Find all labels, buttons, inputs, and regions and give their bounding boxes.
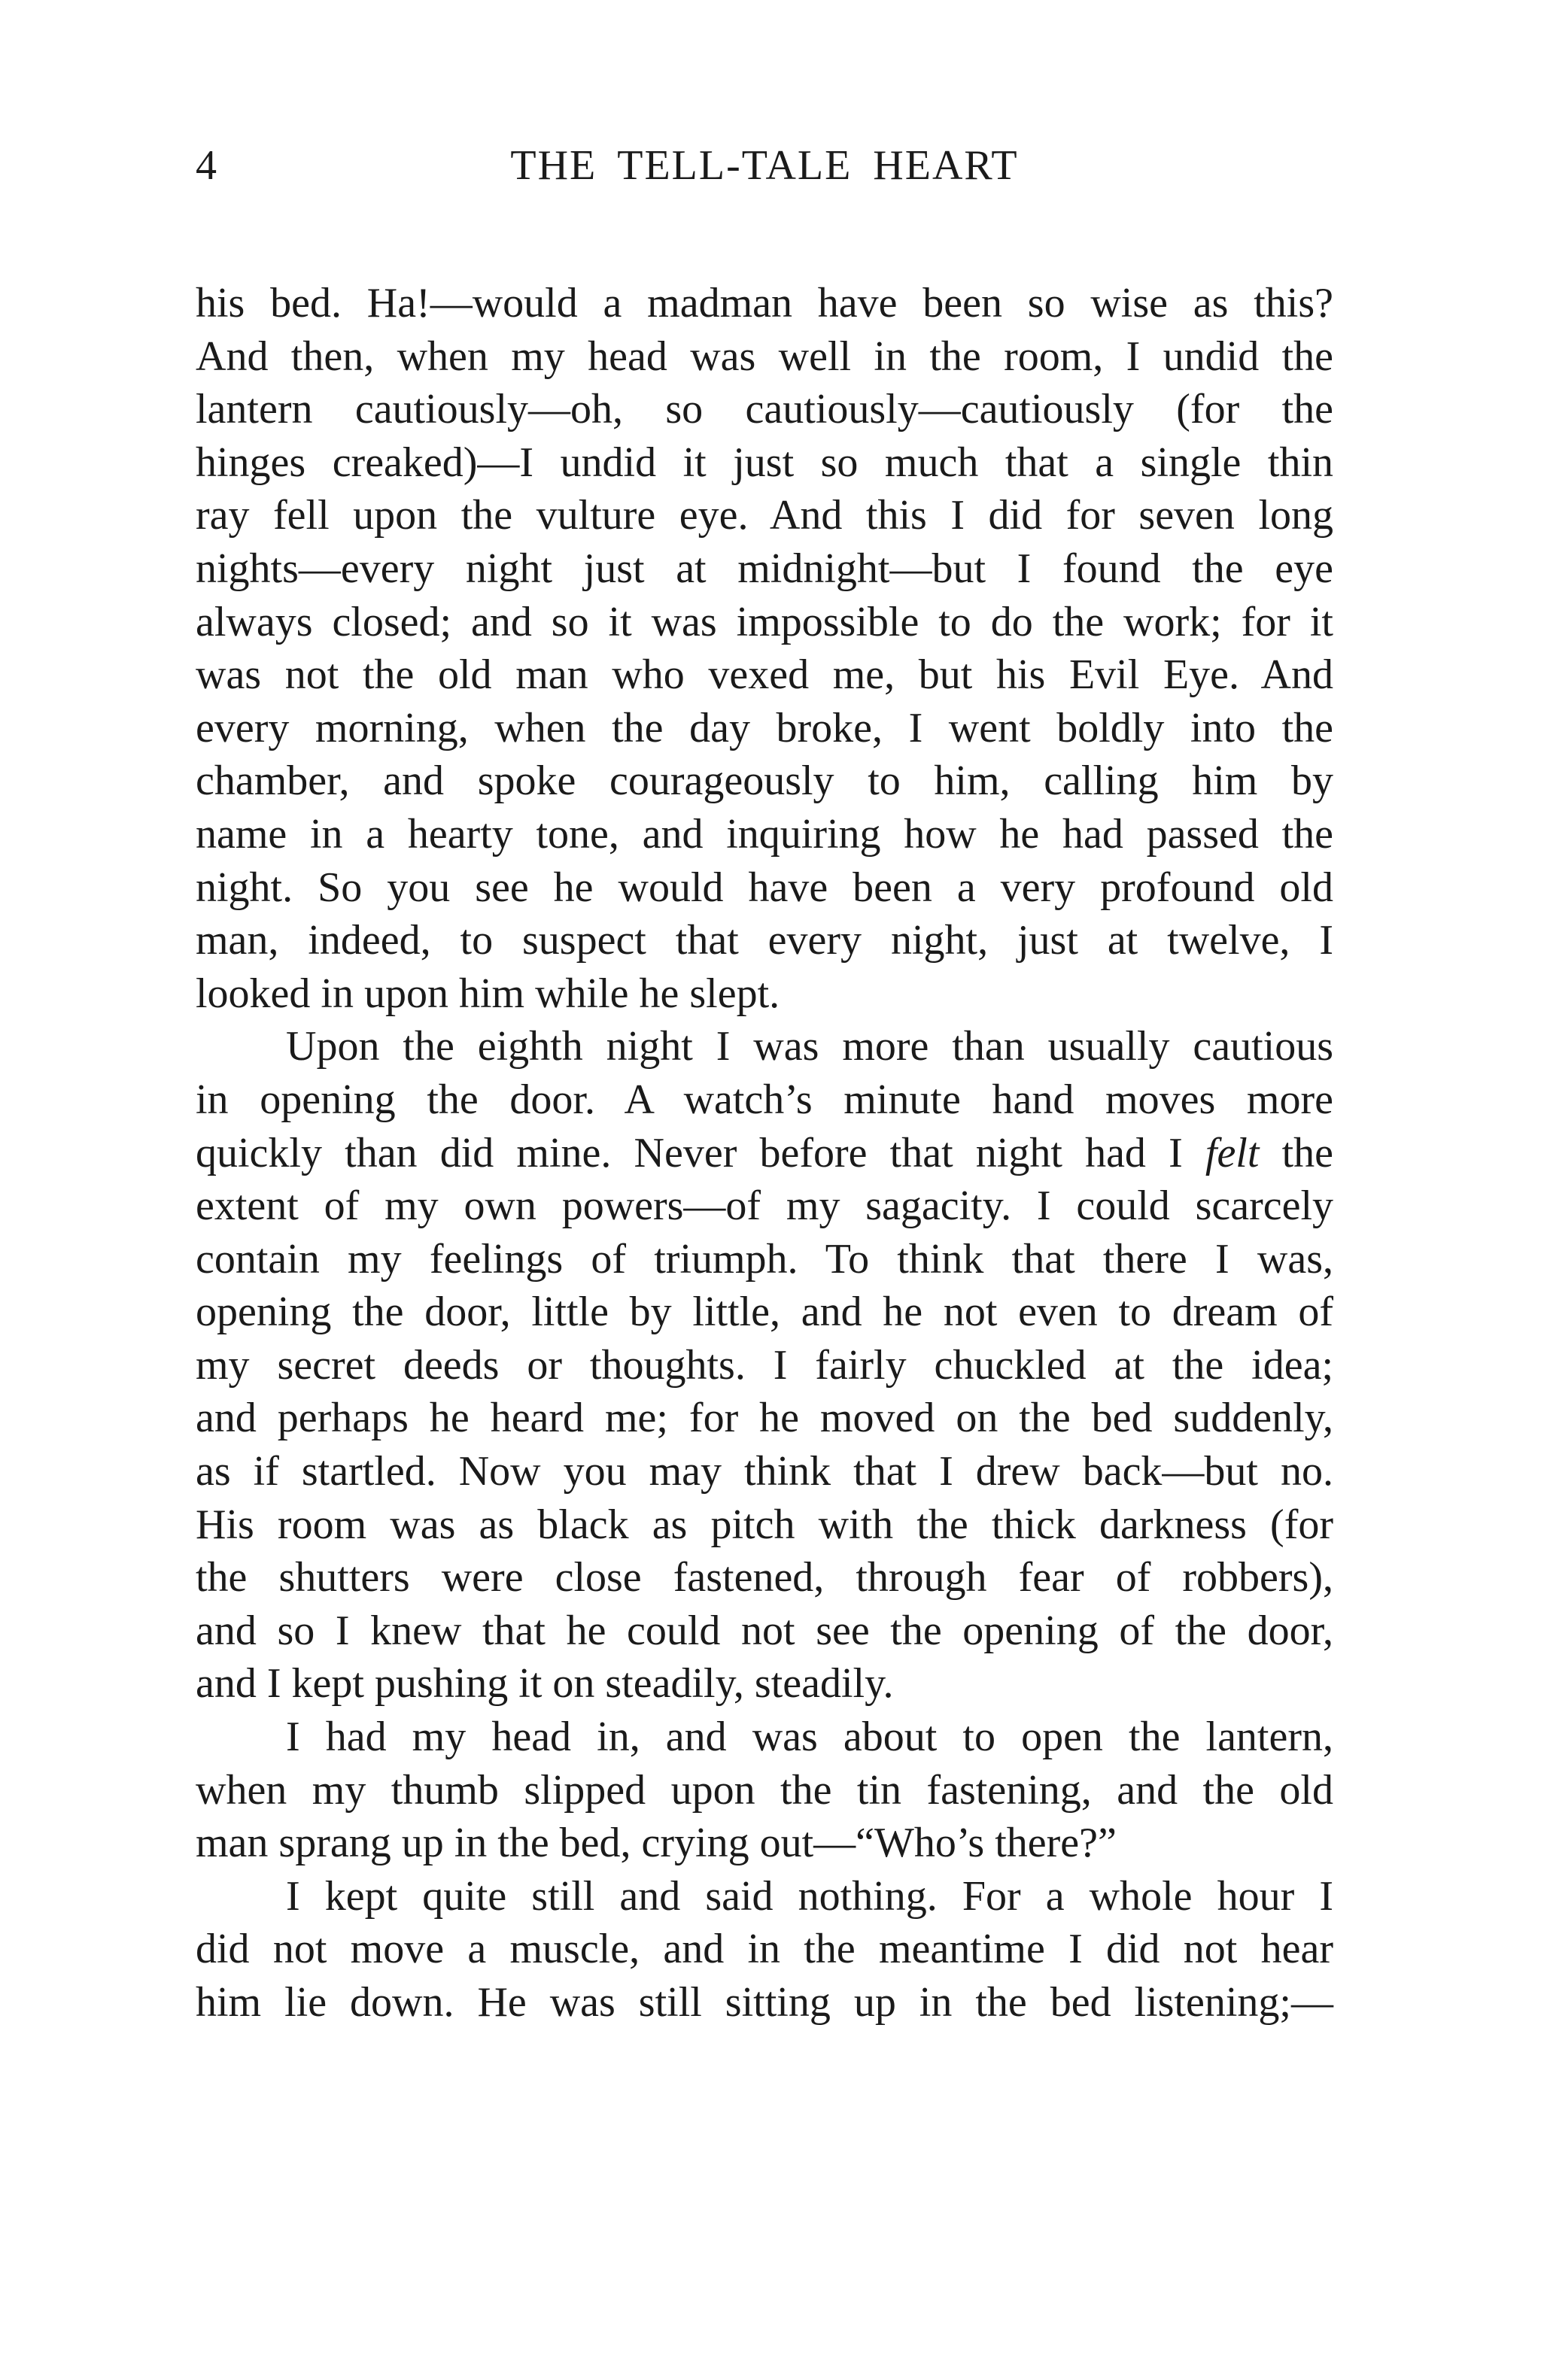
text-line: him lie down. He was still sitting up in the bed listening;—: [196, 1979, 1333, 2026]
text-line: His room was as black as pitch with the thick darkness (for: [196, 1501, 1333, 1548]
text-line: as if startled. Now you may think that I drew back—but no.: [196, 1448, 1333, 1495]
text-line: the shutters were close fastened, through fear of robbers),: [196, 1554, 1333, 1601]
text-line: And then, when my head was well in the room, I undid the: [196, 332, 1333, 380]
text-line: Upon the eighth night I was more than usually cautious: [286, 1023, 1333, 1070]
text-line: every morning, when the day broke, I went boldly into the: [196, 704, 1333, 751]
text-line: looked in upon him while he slept.: [196, 970, 780, 1017]
text-line: extent of my own powers—of my sagacity. I could scarcely: [196, 1182, 1333, 1230]
page-number: 4: [196, 142, 217, 189]
text-line: did not move a muscle, and in the meantime I did not hear: [196, 1926, 1333, 1973]
text-line: chamber, and spoke courageously to him, calling him by: [196, 757, 1333, 805]
text-line: and so I knew that he could not see the opening of the door,: [196, 1607, 1333, 1654]
text-line: I had my head in, and was about to open the lantern,: [286, 1714, 1333, 1761]
running-title: THE TELL-TALE HEART: [510, 142, 1019, 189]
running-head: [196, 135, 1333, 196]
text-line: his bed. Ha!—would a madman have been so wise as this?: [196, 280, 1333, 326]
italic-word: felt: [1205, 1129, 1260, 1176]
text-line: in opening the door. A watch’s minute hand moves more: [196, 1076, 1333, 1123]
text-line: my secret deeds or thoughts. I fairly chuckled at the idea;: [196, 1341, 1333, 1389]
text-line: man, indeed, to suspect that every night, just at twelve, I: [196, 917, 1333, 964]
paragraph-3: [196, 1711, 1333, 1870]
text-line-with-italic: [196, 1127, 1333, 1180]
text-line: night. So you see he would have been a very profound old: [196, 864, 1333, 911]
text-line: I kept quite still and said nothing. For a whole hour I: [286, 1872, 1333, 1920]
text-line: opening the door, little by little, and he not even to dream of: [196, 1289, 1333, 1336]
text-line: lantern cautiously—oh, so cautiously—cautiously (for the: [196, 386, 1333, 433]
paragraph-2: [196, 1020, 1333, 1711]
text-line: nights—every night just at midnight—but I found the eye: [196, 545, 1333, 592]
text-line: when my thumb slipped upon the tin fastening, and the old: [196, 1766, 1333, 1814]
text-fragment: quickly than did mine. Never before that night had I: [196, 1129, 1205, 1176]
body-text: [196, 277, 1333, 2029]
text-line: always closed; and so it was impossible to do the work; for it: [196, 598, 1333, 645]
text-line: contain my feelings of triumph. To think that there I was,: [196, 1235, 1333, 1283]
paragraph-1: [196, 277, 1333, 1020]
text-line: name in a hearty tone, and inquiring how he had passed the: [196, 810, 1333, 858]
text-line: and perhaps he heard me; for he moved on the bed suddenly,: [196, 1395, 1333, 1442]
text-line: and I kept pushing it on steadily, steadily.: [196, 1660, 894, 1708]
text-fragment: the: [1259, 1129, 1333, 1176]
text-line: ray fell upon the vulture eye. And this I did for seven long: [196, 492, 1333, 539]
paragraph-4: [196, 1870, 1333, 2029]
text-line: hinges creaked)—I undid it just so much that a single thin: [196, 439, 1333, 486]
text-line: man sprang up in the bed, crying out—“Who’s there?”: [196, 1820, 1117, 1867]
text-line: was not the old man who vexed me, but his Evil Eye. And: [196, 651, 1333, 699]
